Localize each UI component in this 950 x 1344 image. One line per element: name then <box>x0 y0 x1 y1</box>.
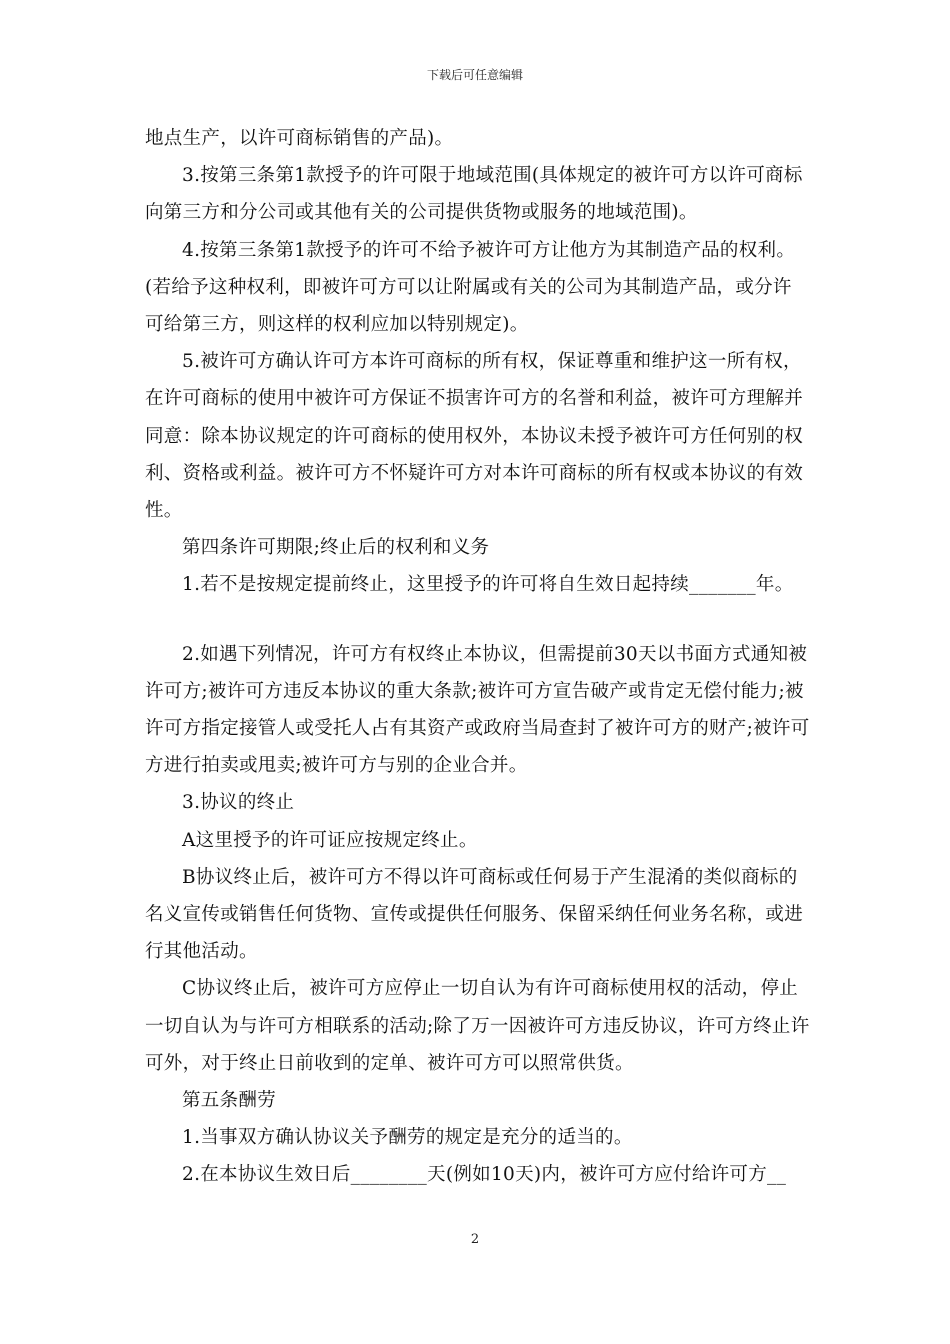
paragraph-clause-4-2: 2.如遇下列情况，许可方有权终止本协议，但需提前30天以书面方式通知被许可方;被许可方违反本协议的重大条款;被许可方宣告破产或肯定无偿付能力;被许可方指定接管人或受托人占有其资产或政府当局查封了被许可方的财产;被许可方进行拍卖或甩卖;被许可方与别的企业合并。 <box>145 643 810 777</box>
paragraph-clause-5-1: 1.当事双方确认协议关予酬劳的规定是充分的适当的。 <box>182 1127 633 1149</box>
section-heading-article-5: 第五条酬劳 <box>182 1090 277 1112</box>
paragraph-clause-3-5: 5.被许可方确认许可方本许可商标的所有权，保证尊重和维护这一所有权，在许可商标的使用中被许可方保证不损害许可方的名誉和利益，被许可方理解并同意：除本协议规定的许可商标的使用权外，本协议未授予被许可方任何别的权利、资格或利益。被许可方不怀疑许可方对本许可商标的所有权或本协议的有效性。 <box>145 351 804 522</box>
page-number: 2 <box>470 1232 480 1247</box>
paragraph-clause-3-3: 3.按第三条第1款授予的许可限于地域范围(具体规定的被许可方以许可商标向第三方和分公司或其他有关的公司提供货物或服务的地域范围)。 <box>145 165 803 224</box>
paragraph-continuation: 地点生产，以许可商标销售的产品)。 <box>145 128 454 149</box>
paragraph-clause-4-3: 3.协议的终止 <box>182 792 295 814</box>
section-heading-article-4: 第四条许可期限;终止后的权利和义务 <box>182 537 490 559</box>
paragraph-clause-4-3-a: A这里授予的许可证应按规定终止。 <box>182 829 478 851</box>
paragraph-clause-3-4: 4.按第三条第1款授予的许可不给予被许可方让他方为其制造产品的权利。(若给予这种权利，即被许可方可以让附属或有关的公司为其制造产品，或分许可给第三方，则这样的权利应加以特别规定)。 <box>145 239 796 336</box>
blank-line <box>145 604 810 636</box>
page-header: 下载后可任意编辑 <box>426 68 523 82</box>
paragraph-clause-4-1: 1.若不是按规定提前终止，这里授予的许可将自生效日起持续_______年。 <box>182 574 794 596</box>
paragraph-clause-4-3-c: C协议终止后，被许可方应停止一切自认为有许可商标使用权的活动，停止一切自认为与许可方相联系的活动;除了万一因被许可方违反协议，许可方终止许可外，对于终止日前收到的定单、被许可方可以照常供货。 <box>145 978 810 1074</box>
document-body <box>145 120 810 1194</box>
paragraph-clause-4-3-b: B协议终止后，被许可方不得以许可商标或任何易于产生混淆的类似商标的名义宣传或销售任何货物、宣传或提供任何服务、保留采纳任何业务名称，或进行其他活动。 <box>145 866 804 963</box>
paragraph-clause-5-2: 2.在本协议生效日后________天(例如10天)内，被许可方应付给许可方__ <box>182 1164 787 1186</box>
